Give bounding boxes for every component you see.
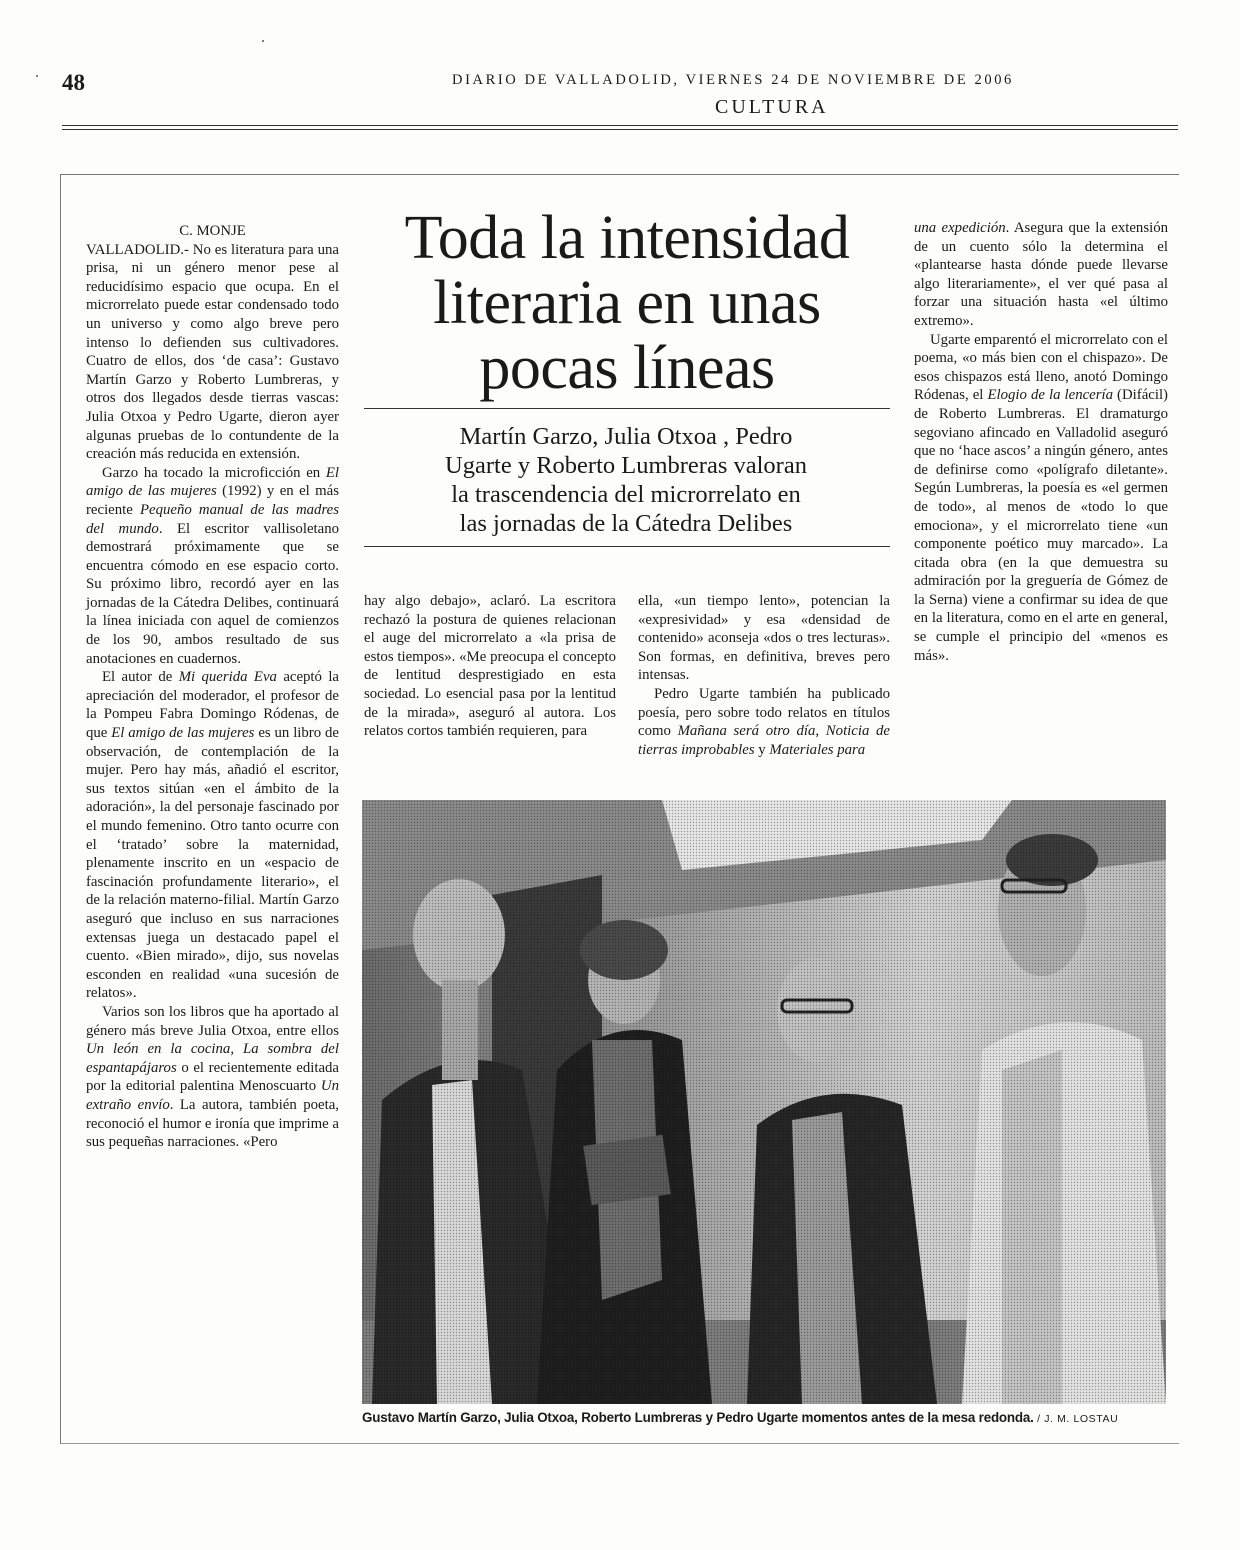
book-title: Mañana será otro día — [677, 723, 816, 740]
scan-speck — [262, 40, 264, 42]
header-rule-top — [62, 125, 1178, 126]
column-4 — [914, 219, 1168, 665]
book-title: una expedición — [914, 220, 1006, 236]
deck-line: las jornadas de la Cátedra Delibes — [459, 510, 793, 537]
paragraph: una expedición. Asegura que la extensión de un cuento sólo la determina el «plantearse hasta dónde puede llevarse algo literariamente», el ver qué pasa al forzar una situación hasta «el último extremo». — [914, 220, 1168, 329]
author-byline: C. MONJE — [179, 223, 246, 239]
paragraph: VALLADOLID.- No es literatura para una prisa, ni un género menor pese al reducidísimo espacio que ocupa. En el microrrelato puede estar condensado todo un universo y como algo breve pero intenso lo defienden sus cultivadores. Cuatro de ellos, dos ‘de casa’: Gustavo Martín Garzo y Roberto Lumbreras, y otros dos llegados desde tierras vascas: Julia Otxoa y Pedro Ugarte, dieron ayer algunas pruebas de lo contundente de la creación más reducida en extensión. — [86, 241, 339, 463]
paragraph: Garzo ha tocado la microficción en El amigo de las mujeres (1992) y en el más reciente Pequeño manual de las madres del mundo. El escritor vallisoletano demostrará próximamente que se encuentra cómodo en ese espacio corto. Su próximo libro, recordó ayer en las jornadas de la Cátedra Delibes, continuará la línea iniciada con aquel de comienzos de los 90, ambos resultado de sus anotaciones en cuadernos. — [86, 464, 339, 667]
headline — [370, 206, 884, 401]
book-title: Elogio de la lencería — [987, 387, 1113, 404]
halftone-overlay — [362, 800, 1166, 1404]
photo-credit: / J. M. LOSTAU — [1037, 1413, 1119, 1425]
book-title: Un león en la cocina — [86, 1041, 231, 1058]
deck — [376, 422, 876, 538]
book-title: Un extraño envío — [86, 1078, 339, 1113]
photo-scene — [362, 800, 1166, 1404]
headline-line: Toda la intensidad — [404, 204, 850, 272]
deck-line: Martín Garzo, Julia Otxoa , Pedro — [459, 423, 793, 450]
book-title: La sombra del espantapájaros — [86, 1041, 339, 1076]
column-3 — [638, 592, 890, 759]
book-title: Mi querida Eva — [178, 669, 277, 686]
book-title: Materiales para — [769, 741, 866, 758]
book-title: El amigo de las mujeres — [111, 725, 255, 742]
scan-speck — [36, 75, 38, 77]
paragraph: Ugarte emparentó el microrrelato con el poema, «o más bien con el chispazo». De esos chispazos está lleno, anotó Domingo Ródenas, el Elogio de la lencería (Difácil) de Roberto Lumbreras. El dramaturgo segoviano afincado en Valladolid aseguró que no ‘hace ascos’ a ningún género, antes de definirse como «polígrafo diletante». Según Lumbreras, la poesía es «el germen de todo», al menos de «todo lo que emociona», y el microrrelato tiene «un componente poético muy marcado». La citada obra (en la que demuestra su admiración por la greguería de Gómez de la Serna) viene a confirmar su idea de que en la literatura, como en el arte en general, se cumple el principio del «menos es más». — [914, 331, 1168, 664]
book-title: Pequeño manual de las madres del mundo — [86, 501, 339, 537]
paragraph: ella, «un tiempo lento», potencian la «expresividad» y esa «densidad de contenido» aconseja «dos o tres lecturas». Son formas, en definitiva, breves pero intensas. — [638, 593, 890, 684]
headline-line: literaria en unas — [433, 269, 821, 337]
paragraph: hay algo debajo», aclaró. La escritora rechazó la postura de quienes relacionan el auge del microrrelato a «la prisa de estos tiempos». «Me preocupa el concepto de lentitud desprestigiado en esta sociedad. Lo esencial pasa por la lentitud de la mirada», aseguró al autora. Los relatos cortos también requieren, para — [364, 593, 616, 740]
section-name: CULTURA — [715, 96, 829, 118]
column-1 — [86, 222, 339, 1152]
photo-caption — [362, 1410, 1172, 1425]
page-number: 48 — [62, 70, 85, 95]
paragraph: Pedro Ugarte también ha publicado poesía, pero sobre todo relatos en títulos como Mañana será otro día, Noticia de tierras improbables y Materiales para — [638, 685, 891, 758]
dateline: DIARIO DE VALLADOLID, VIERNES 24 DE NOVIEMBRE DE 2006 — [452, 72, 1014, 88]
paragraph: Varios son los libros que ha aportado al género más breve Julia Otxoa, entre ellos Un león en la cocina, La sombra del espantapájaros o el recientemente editada por la editorial palentina Menoscuarto Un extraño envío. La autora, también poeta, reconoció el humor e ironía que imprime a sus pequeñas narraciones. «Pero — [86, 1003, 339, 1151]
column-2 — [364, 592, 616, 741]
book-title: Noticia de tierras improbables — [638, 723, 891, 758]
deck-line: la trascendencia del microrrelato en — [451, 481, 801, 508]
book-title: El amigo de las mujeres — [86, 464, 339, 500]
deck-line: Ugarte y Roberto Lumbreras valoran — [445, 452, 807, 479]
deck-rule-top — [364, 408, 890, 409]
paragraph: El autor de Mi querida Eva aceptó la apreciación del moderador, el profesor de la Pompeu Fabra Domingo Ródenas, de que El amigo de las mujeres es un libro de observación, de contemplación de la mujer. Pero hay más, añadió el escritor, sus textos sitúan «en el ámbito de la adoración», la del personaje fascinado por el mundo femenino. Otro tanto ocurre con el ‘tratado’ sobre la maternidad, plenamente inscrito en un «espacio de fascinación profundamente literario», el de la relación materno-filial. Martín Garzo aseguró que incluso en sus narraciones extensas juega un destacado papel el cuento. «Bien mirado», dijo, sus novelas esconden en realidad «una sucesión de relatos». — [86, 669, 339, 1002]
deck-rule-bottom — [364, 546, 890, 547]
photo — [362, 800, 1166, 1404]
headline-line: pocas líneas — [479, 334, 775, 402]
caption-text: Gustavo Martín Garzo, Julia Otxoa, Roberto Lumbreras y Pedro Ugarte momentos antes de la mesa redonda. — [362, 1410, 1034, 1425]
header-rule-bottom — [62, 129, 1178, 130]
